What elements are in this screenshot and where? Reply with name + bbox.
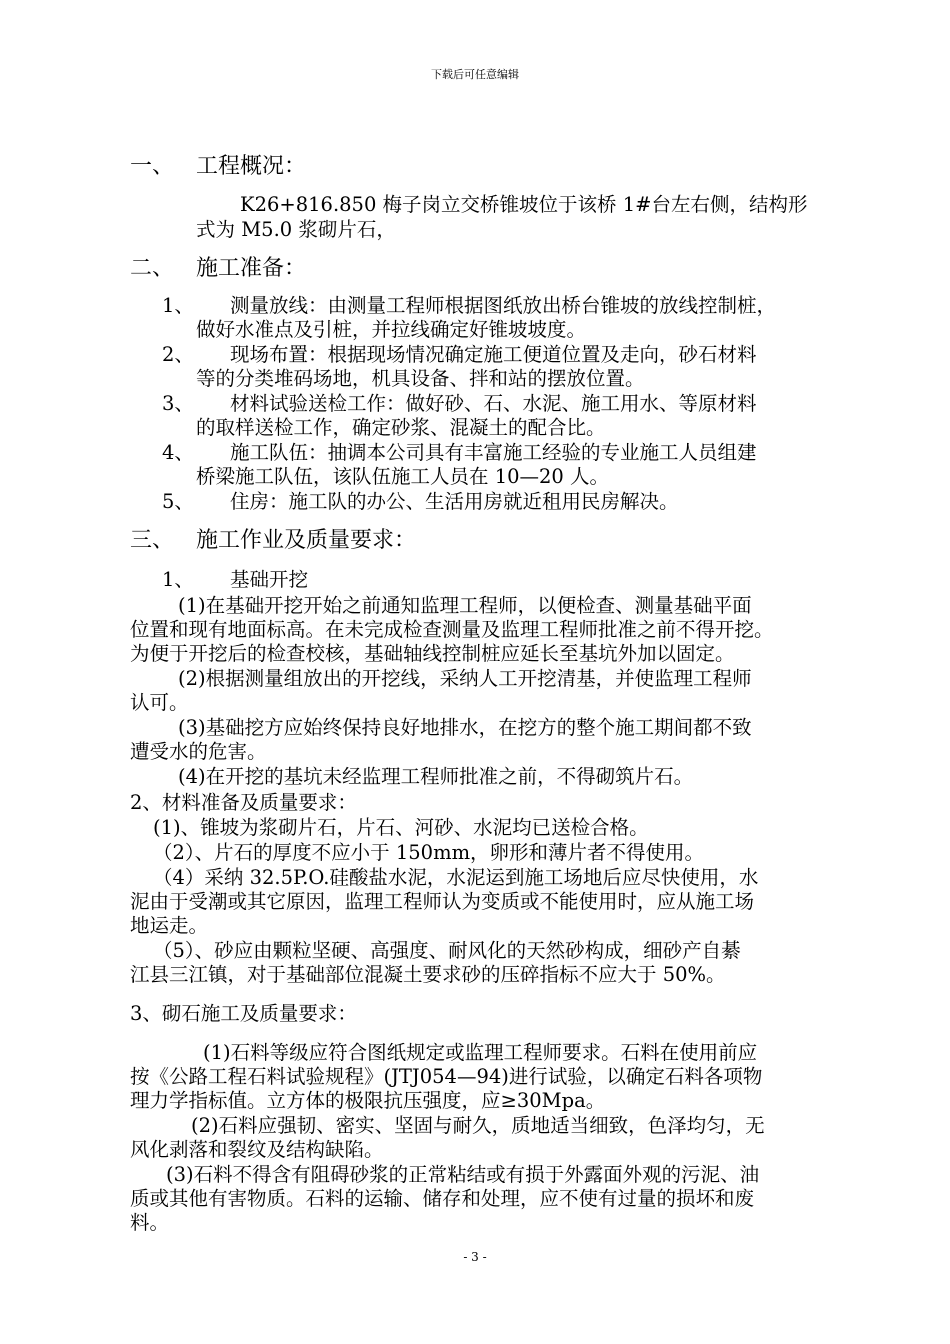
prep-item-text: 等的分类堆码场地，机具设备、拌和站的摆放位置。 — [196, 367, 645, 390]
section-1-line: 式为 M5.0 浆砌片石， — [196, 218, 396, 241]
prep-item-number: 4、 — [162, 441, 194, 464]
paragraph-line: (1)石料等级应符合图纸规定或监理工程师要求。石料在使用前应 — [203, 1041, 758, 1064]
prep-item-text: 施工队伍：抽调本公司具有丰富施工经验的专业施工人员组建 — [230, 441, 757, 464]
section-3-title: 施工作业及质量要求： — [196, 528, 417, 553]
paragraph-line: （2）、片石的厚度不应小于 150mm，卵形和薄片者不得使用。 — [153, 841, 705, 864]
paragraph-line: 地运走。 — [130, 914, 209, 937]
section-3-number: 三、 — [130, 528, 175, 553]
paragraph-line: 遭受水的危害。 — [130, 740, 267, 763]
paragraph-line: (4)在开挖的基坑未经监理工程师批准之前，不得砌筑片石。 — [178, 765, 694, 788]
section-1-number: 一、 — [130, 154, 175, 179]
section-1-title: 工程概况： — [196, 154, 307, 179]
section-1-line: K26+816.850 梅子岗立交桥锥坡位于该桥 1#台左右侧，结构形 — [240, 193, 808, 216]
prep-item-text: 现场布置：根据现场情况确定施工便道位置及走向，砂石材料 — [230, 343, 757, 366]
prep-item-number: 2、 — [162, 343, 194, 366]
paragraph-line: 泥由于受潮或其它原因，监理工程师认为变质或不能使用时，应从施工场 — [130, 890, 755, 913]
paragraph-line: 理力学指标值。立方体的极限抗压强度，应≥30Mpa。 — [130, 1089, 606, 1112]
prep-item-text: 测量放线：由测量工程师根据图纸放出桥台锥坡的放线控制桩， — [230, 294, 777, 317]
paragraph-line: (2)根据测量组放出的开挖线，采纳人工开挖清基，并使监理工程师 — [178, 667, 752, 690]
section-3-heading — [130, 529, 416, 553]
paragraph-line: 料。 — [130, 1211, 170, 1234]
section-2-number: 二、 — [130, 256, 175, 281]
prep-item — [162, 343, 757, 367]
section-1-heading — [130, 155, 306, 179]
prep-item — [162, 392, 757, 416]
prep-item-text: 做好水准点及引桩，并拉线确定好锥坡坡度。 — [196, 318, 587, 341]
paragraph-line: （4）采纳 32.5P.O.硅酸盐水泥，水泥运到施工场地后应尽快使用，水 — [153, 866, 759, 889]
paragraph-line: (3)石料不得含有阻碍砂浆的正常粘结或有损于外露面外观的污泥、油 — [166, 1163, 760, 1186]
subsection-3-heading: 3、砌石施工及质量要求： — [130, 1002, 357, 1025]
page-number: - 3 - — [463, 1250, 487, 1264]
paragraph-line: (1)在基础开挖开始之前通知监理工程师，以便检查、测量基础平面 — [178, 594, 752, 617]
paragraph-line: 风化剥落和裂纹及结构缺陷。 — [130, 1138, 384, 1161]
paragraph-line: 为便于开挖后的检查校核，基础轴线控制桩应延长至基坑外加以固定。 — [130, 642, 735, 665]
paragraph-line: (2)石料应强韧、密实、坚固与耐久，质地适当细致，色泽均匀，无 — [191, 1114, 765, 1137]
paragraph-line: 位置和现有地面标高。在未完成检查测量及监理工程师批准之前不得开挖。 — [130, 618, 774, 641]
prep-item-text: 桥梁施工队伍，该队伍施工人员在 10—20 人。 — [196, 465, 610, 488]
paragraph-line: (1)、锥坡为浆砌片石，片石、河砂、水泥均已送检合格。 — [153, 816, 649, 839]
prep-item-number: 5、 — [162, 490, 194, 513]
section-2-heading — [130, 257, 306, 281]
paragraph-line: 按《公路工程石料试验规程》(JTJ054—94)进行试验，以确定石料各项物 — [130, 1065, 763, 1088]
subsection-1-title: 基础开挖 — [230, 568, 309, 591]
prep-item — [162, 441, 757, 465]
page-header: 下载后可任意编辑 — [431, 68, 519, 81]
subsection-1-heading — [162, 568, 308, 592]
paragraph-line: 江县三江镇，对于基础部位混凝土要求砂的压碎指标不应大于 50%。 — [130, 963, 726, 986]
prep-item-text: 材料试验送检工作：做好砂、石、水泥、施工用水、等原材料 — [230, 392, 757, 415]
subsection-2-heading: 2、材料准备及质量要求： — [130, 791, 357, 814]
paragraph-line: 认可。 — [130, 691, 189, 714]
paragraph-line: 质或其他有害物质。石料的运输、储存和处理，应不使有过量的损坏和废 — [130, 1187, 755, 1210]
prep-item-text: 的取样送检工作，确定砂浆、混凝土的配合比。 — [196, 416, 606, 439]
subsection-1-number: 1、 — [162, 568, 194, 591]
prep-item-number: 3、 — [162, 392, 194, 415]
prep-item-number: 1、 — [162, 294, 194, 317]
prep-item — [162, 490, 679, 514]
paragraph-line: （5）、砂应由颗粒坚硬、高强度、耐风化的天然砂构成，细砂产自綦 — [153, 939, 741, 962]
section-2-title: 施工准备： — [196, 256, 307, 281]
paragraph-line: (3)基础挖方应始终保持良好地排水，在挖方的整个施工期间都不致 — [178, 716, 752, 739]
prep-item-text: 住房：施工队的办公、生活用房就近租用民房解决。 — [230, 490, 679, 513]
prep-item — [162, 294, 776, 318]
